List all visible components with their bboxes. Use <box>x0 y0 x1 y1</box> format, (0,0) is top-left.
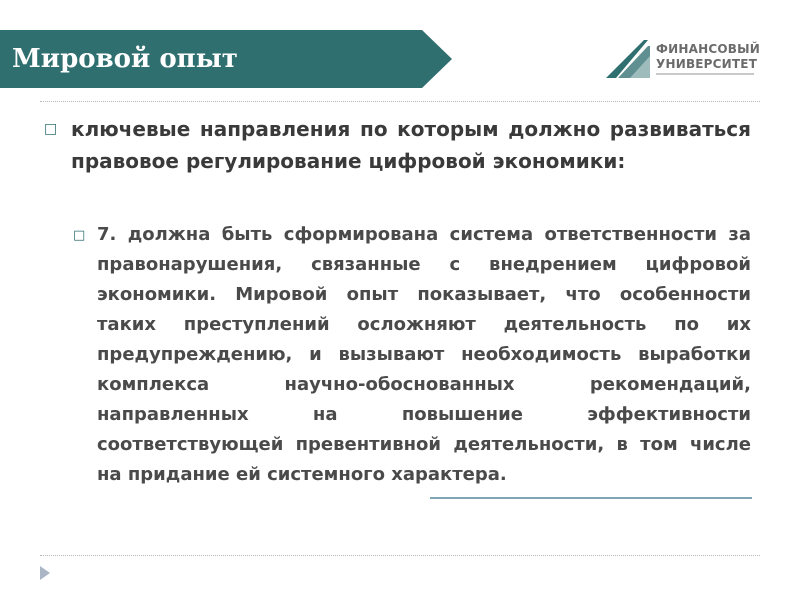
logo-underline <box>656 73 754 75</box>
logo-line-1: ФИНАНСОВЫЙ <box>656 42 760 56</box>
bullet-square-icon: □ <box>73 228 86 243</box>
bullet-square-icon: □ <box>44 121 58 137</box>
slide-title: Мировой опыт <box>12 44 238 74</box>
university-logo <box>604 36 764 82</box>
bullet-level-1-text: ключевые направления по которым должно развиваться правовое регулирование цифровой экономики: <box>71 117 751 173</box>
top-divider <box>40 101 760 102</box>
text-underline-mark <box>430 497 752 499</box>
next-slide-arrow-icon[interactable] <box>40 566 50 580</box>
university-logo-icon <box>604 36 654 82</box>
bottom-divider <box>40 555 760 556</box>
logo-line-2: УНИВЕРСИТЕТ <box>656 57 758 71</box>
bullet-level-2-text: 7. должна быть сформирована система ответственности за правонарушения, связанные с внедрением цифровой экономики. Мировой опыт показывает, что особенности таких преступлений осложняют деятельность по их предупреждению, и вызывают необходимость выработки комплекса научно-обоснованных рекомендаций, направленных на повышение эффективности соответствующей превентивной деятельности, в том числе на придание ей системного характера. <box>97 224 751 485</box>
